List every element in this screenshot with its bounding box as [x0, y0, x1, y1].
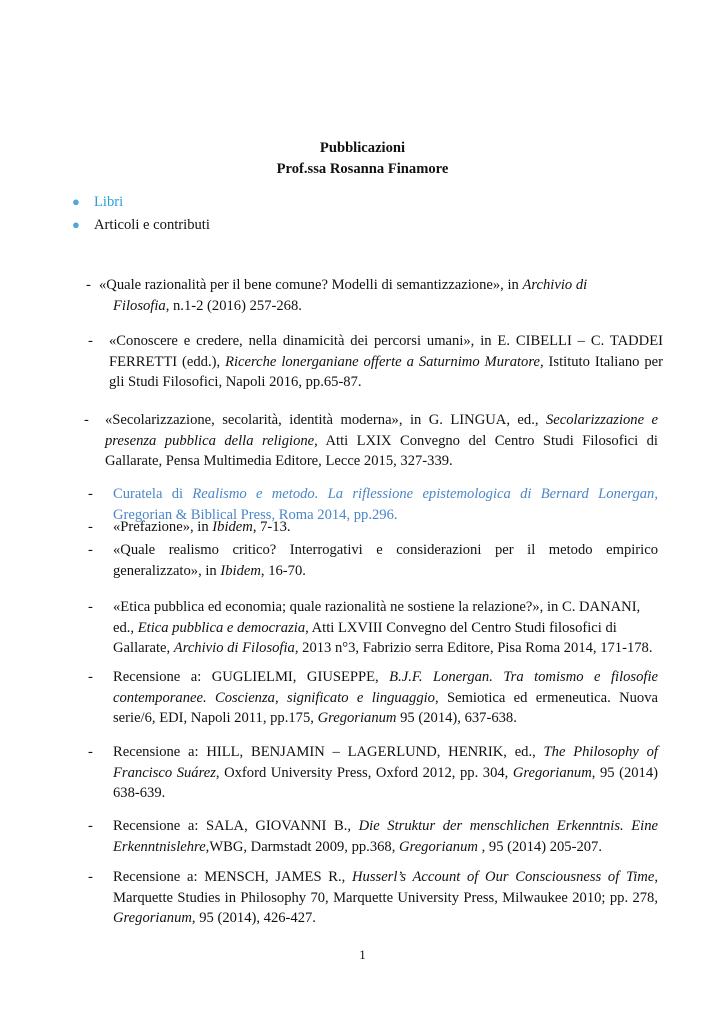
entry-dash: - — [88, 542, 93, 558]
publication-entry: «Conoscere e credere, nella dinamicità dei percorsi umani», in E. CIBELLI – C. TADDEI FERRETTI (edd.), Ricerche lonerganiane offerte a Saturnimo Muratore, Istituto Italiano per gli Studi Filosofici, Napoli 2016, pp.65-87. — [109, 333, 663, 390]
entry-dash: - — [88, 519, 93, 535]
entry-dash: - — [88, 869, 93, 885]
section-menu — [68, 192, 210, 237]
publication-entry: Recensione a: HILL, BENJAMIN – LAGERLUND, HENRIK, ed., The Philosophy of Francisco Suárez, Oxford University Press, Oxford 2012, pp. 304, Gregorianum, 95 (2014) 638-639. — [113, 744, 658, 801]
publication-entry: «Secolarizzazione, secolarità, identità moderna», in G. LINGUA, ed., Secolarizzazione e presenza pubblica della religione, Atti LXIX Convegno del Centro Studi Filosofici di Gallarate, Pensa Multimedia Editore, Lecce 2015, 327-339. — [105, 412, 658, 469]
publication-entry[interactable]: Curatela di Realismo e metodo. La riflessione epistemologica di Bernard Lonergan, Gregorian & Biblical Press, Roma 2014, pp.296. — [113, 486, 658, 523]
entry-dash: - — [88, 599, 93, 615]
menu-item-label: Articoli e contributi — [94, 216, 210, 233]
bullet-icon: ● — [72, 194, 80, 209]
publication-entry: Recensione a: MENSCH, JAMES R., Husserl’s Account of Our Consciousness of Time, Marquette Studies in Philosophy 70, Marquette University Press, Milwaukee 2010; pp. 278, Gregorianum, 95 (2014), 426-427. — [113, 869, 658, 926]
entry-dash: - — [88, 669, 93, 685]
publication-entry: «Quale realismo critico? Interrogativi e considerazioni per il metodo empirico generalizzato», in Ibidem, 16-70. — [113, 542, 658, 579]
publication-entry: Recensione a: GUGLIELMI, GIUSEPPE, B.J.F. Lonergan. Tra tomismo e filosofie contemporanee. Coscienza, significato e linguaggio, Semiotica ed ermeneutica. Nuova serie/6, EDI, Napoli 2011, pp.175, Gregorianum 95 (2014), 637-638. — [113, 669, 659, 726]
bullet-icon: ● — [72, 216, 80, 232]
page-author: Prof.ssa Rosanna Finamore — [276, 161, 449, 177]
publication-entry: «Quale razionalità per il bene comune? Modelli di semantizzazione», in Archivio di Filosofia, n.1-2 (2016) 257-268. — [99, 277, 588, 314]
entry-dash: - — [88, 818, 93, 834]
page-title: Pubblicazioni — [319, 140, 406, 156]
entry-dash: - — [86, 277, 91, 293]
menu-item-articoli[interactable] — [68, 215, 210, 238]
entry-dash: - — [88, 486, 93, 502]
entry-dash: - — [88, 333, 93, 349]
entry-dash: - — [88, 744, 93, 760]
menu-item-libri[interactable] — [68, 192, 210, 215]
publication-entry: Recensione a: SALA, GIOVANNI B., Die Struktur der menschlichen Erkenntnis. Eine Erkenntnislehre,WBG, Darmstadt 2009, pp.368, Gregorianum , 95 (2014) 205-207. — [113, 818, 658, 855]
menu-item-label[interactable]: Libri — [94, 194, 124, 210]
page-number: 1 — [359, 947, 366, 962]
publication-entry: «Etica pubblica ed economia; quale razionalità ne sostiene la relazione?», in C. DANANI, ed., Etica pubblica e democrazia, Atti LXVIII Convegno del Centro Studi filosofici di Gallarate, Archivio di Filosofia, 2013 n°3, Fabrizio serra Editore, Pisa Roma 2014, 171-178. — [113, 599, 653, 656]
entry-dash: - — [84, 412, 89, 428]
publication-entry: «Prefazione», in Ibidem, 7-13. — [113, 519, 291, 535]
